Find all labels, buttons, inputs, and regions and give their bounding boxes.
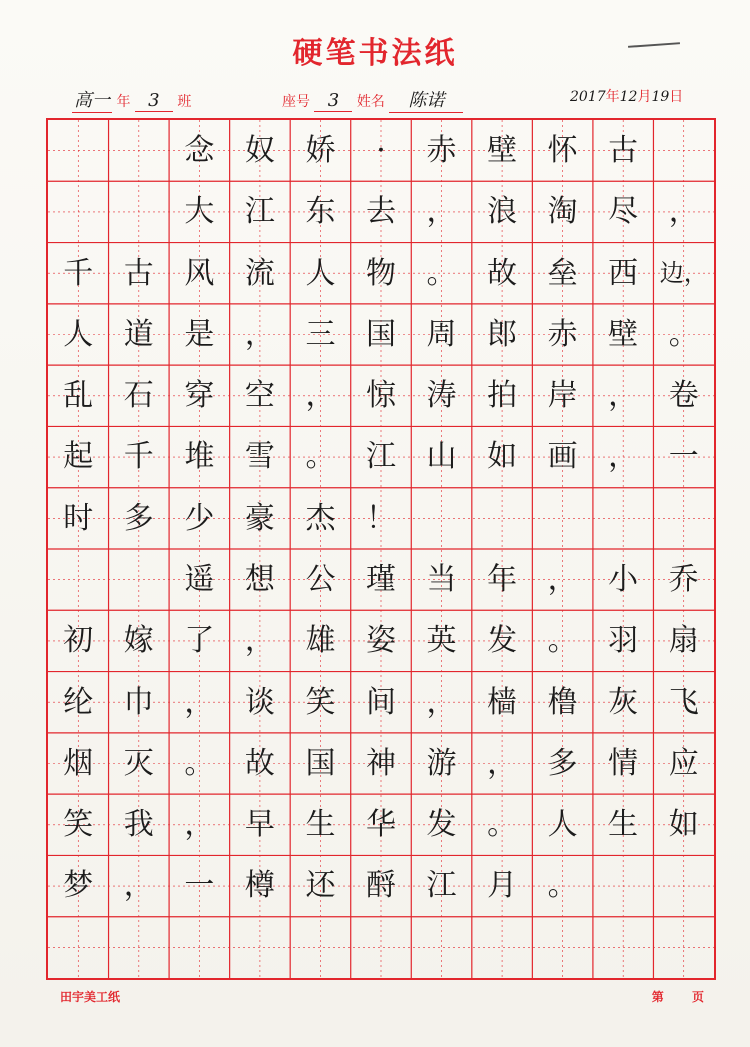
grid-character: 姿 [365,623,396,659]
page-number-field [652,988,704,1005]
grid-character: 人 [63,316,94,352]
grid-character: 石 [123,378,154,414]
grid-character: 纶 [63,684,94,720]
grid-character: 梦 [63,868,94,904]
grid-character: 千 [123,439,154,475]
grid-character: 如 [668,807,699,843]
date-year-label: 年 [605,89,620,105]
grid-character: 三 [305,316,336,352]
grid-character: 应 [668,745,699,781]
date-day-label: 日 [669,89,684,105]
grid-character: 空 [244,378,275,414]
grid-character: 涛 [426,378,457,414]
grid-character: 年 [487,562,518,597]
grid-character: 穿 [184,378,215,414]
grid-character: 流 [244,255,275,291]
grid-character: 雄 [305,623,336,659]
grid-character: 遥 [184,562,215,597]
grid-character: 壁 [608,316,639,352]
grid-character: 浪 [487,194,518,230]
grid-character: 奴 [244,133,275,168]
grid-character: 如 [487,439,518,475]
grid-character: 发 [426,807,457,843]
grade-field [72,86,191,113]
paper-brand: 田宇美工纸 [60,990,121,1004]
grid-character: 拍 [487,378,518,414]
grid-character: 古 [608,133,639,168]
grid-character: ， [487,745,518,781]
grid-character: 还 [305,868,336,904]
grid-character: ， [426,194,457,230]
grid-character: 。 [668,316,699,352]
grid-character: 周 [426,316,457,352]
grid-character: 巾 [123,684,154,720]
grid-character: 人 [547,807,578,843]
grid-character: 壁 [487,133,518,168]
grid-character: 了 [184,623,215,659]
grid-character: 谈 [244,684,275,720]
handwritten-text [48,120,718,982]
grid-character: 物 [365,255,396,291]
name-value[interactable]: 陈诺 [389,86,463,113]
grid-character: 怀 [547,133,578,168]
grid-character: 江 [244,194,275,230]
grid-character: 边， [659,258,708,287]
grid-character: 古 [123,255,154,291]
grid-character: ！ [365,500,396,536]
grid-character: 去 [365,194,396,230]
grid-character: 灭 [123,745,154,781]
grid-character: 小 [608,562,639,597]
grid-character: ， [244,623,275,659]
class-label: 班 [177,94,192,110]
date-month-label: 月 [637,89,652,105]
grid-character: 一 [184,868,215,904]
grid-character: 大 [184,194,215,230]
grid-character: 是 [184,316,215,352]
class-value[interactable]: 3 [135,90,173,112]
grid-character: 间 [365,684,396,720]
grid-character: 雪 [244,439,275,475]
grid-character: 想 [244,562,275,597]
grid-character: 游 [426,745,457,781]
grid-character: 我 [123,807,154,843]
grid-character: 樽 [244,868,275,904]
seat-name-field [282,86,463,113]
grid-character: 国 [305,745,336,781]
grid-character: 华 [365,807,396,843]
grid-character: 一 [668,439,699,475]
grid-character: 时 [63,500,94,536]
grid-character: 初 [63,623,94,659]
grid-character: 淘 [547,194,578,230]
grid-character: 千 [63,255,94,291]
grid-character: 樯 [487,684,518,720]
grid-character: 江 [426,868,457,904]
name-label: 姓名 [356,94,385,110]
grid-character: 惊 [365,378,396,414]
grid-character: ， [244,316,275,352]
grid-character: 江 [365,439,396,475]
grid-character: 。 [487,807,518,843]
grid-character: 。 [305,439,336,475]
grid-character: 堆 [184,439,215,475]
grid-character: 神 [365,745,396,781]
grid-character: 。 [547,868,578,904]
grid-character: 发 [487,623,518,659]
grid-character: 。 [547,623,578,659]
grid-character: ， [184,807,215,843]
grid-character: 杰 [305,500,336,536]
grid-character: 羽 [608,623,639,659]
grid-character: 橹 [547,684,578,720]
grid-character: 飞 [668,684,699,720]
grid-character: 生 [608,807,639,843]
grid-character: 垒 [547,255,578,291]
grade-label: 年 [116,94,131,110]
grid-character: 岸 [547,378,578,414]
grid-character: 多 [123,500,154,536]
grid-character: 乔 [668,562,699,597]
grid-character: 故 [244,745,275,781]
grid-character: 卷 [668,378,699,414]
grid-character: 道 [123,316,154,352]
grid-character: 赤 [426,133,457,168]
grid-character: ， [305,378,336,414]
grid-character: 笑 [63,807,94,843]
date-field [570,86,683,106]
page-label-suffix: 页 [691,990,704,1004]
grid-character: ， [668,194,699,230]
grid-character: 人 [305,255,336,291]
date-month[interactable]: 12 [619,89,638,105]
grid-character: 当 [426,562,457,597]
grid-character: 起 [63,439,94,475]
grid-character: 扇 [668,623,699,659]
grid-character: 公 [305,562,336,597]
grid-character: 东 [305,194,336,230]
seat-label: 座号 [282,94,310,110]
grid-character: 赤 [547,316,578,352]
grid-character: 少 [184,500,215,536]
grid-character: 风 [184,255,215,291]
grid-character: 月 [487,868,518,904]
date-day[interactable]: 19 [651,89,670,105]
seat-value[interactable]: 3 [314,90,352,112]
grid-character: 国 [365,316,396,352]
grid-character: 。 [184,745,215,781]
grid-character: 情 [608,745,639,781]
grid-character: 烟 [63,745,94,781]
grid-character: ， [608,378,639,414]
grid-character: 画 [547,439,578,475]
grid-character: 瑾 [365,562,396,597]
grid-character: 尽 [608,194,639,230]
grid-character: 乱 [63,378,94,414]
sheet-title: 硬笔书法纸 [292,36,458,71]
grid-character: 多 [547,745,578,781]
grid-character: ， [123,868,154,904]
grid-character: 灰 [608,684,639,720]
grid-character: ， [608,439,639,475]
grid-character: 念 [184,133,215,168]
tianzi-grid [46,118,716,980]
date-year[interactable]: 2017 [570,89,606,105]
grid-character: 故 [487,255,518,291]
grid-character: 郎 [487,316,518,352]
grid-character: 生 [305,807,336,843]
grid-character: 西 [608,255,639,291]
grid-character: 酹 [365,868,396,904]
grid-character: 豪 [244,500,275,536]
grid-character: 英 [426,623,457,659]
grid-character: ， [184,684,215,720]
grid-character: ， [547,562,578,597]
grid-character: 早 [244,807,275,843]
grid-character: ， [426,684,457,720]
grid-character: 山 [426,439,457,475]
grid-character: 娇 [305,133,336,168]
grade-value[interactable]: 高一 [72,86,112,113]
grid-character: 。 [426,255,457,291]
grid-character: 嫁 [123,623,154,659]
grid-character: · [376,133,386,168]
page-label-prefix: 第 [651,990,664,1004]
grid-character: 笑 [305,684,336,720]
